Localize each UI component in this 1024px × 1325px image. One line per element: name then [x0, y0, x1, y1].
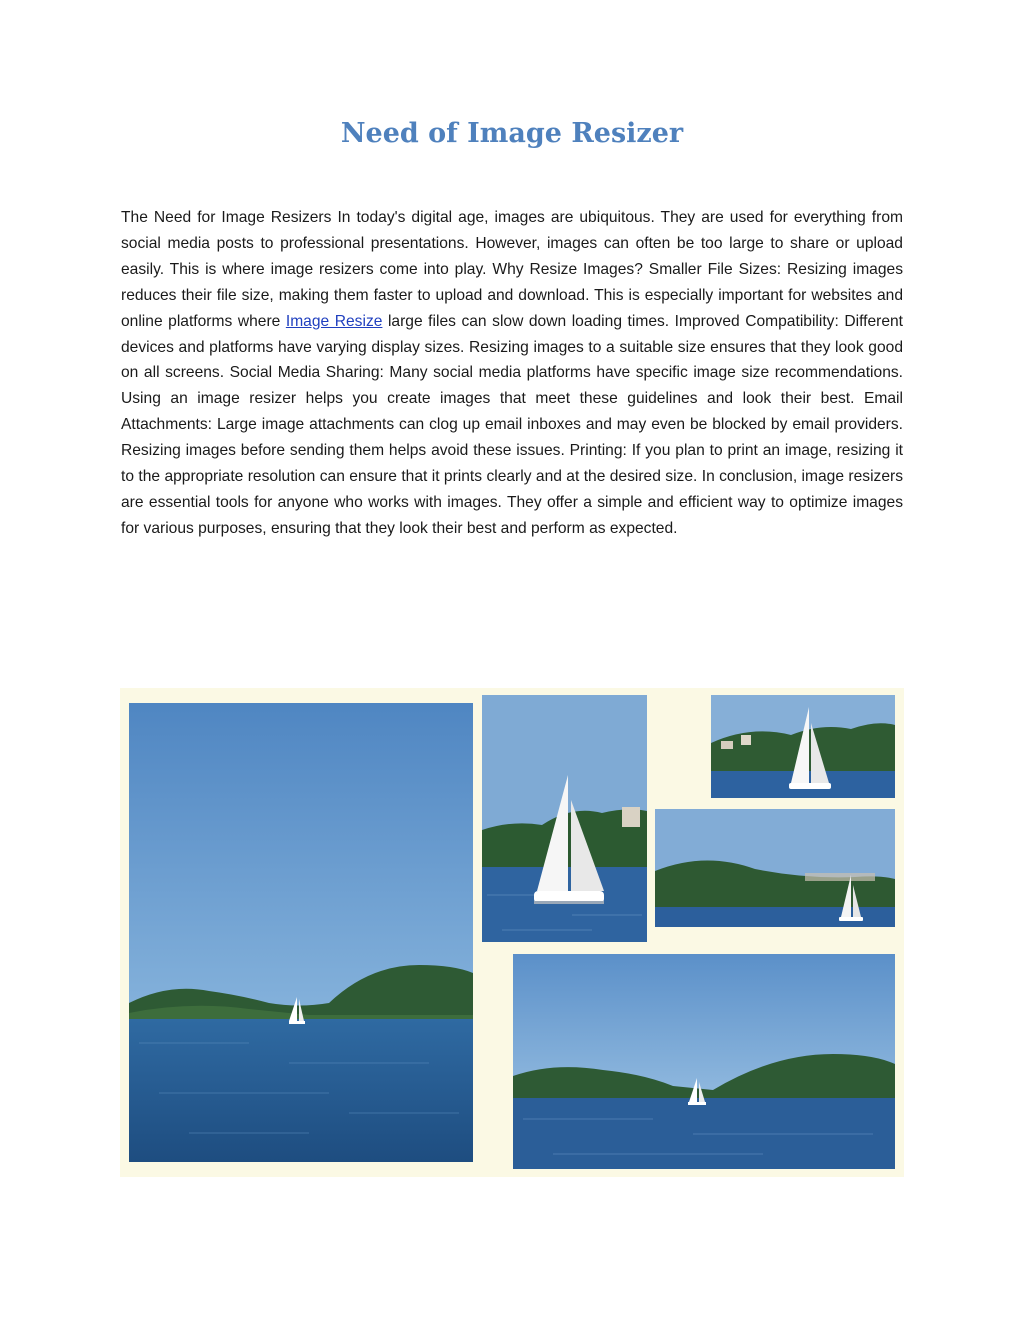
page-title: Need of Image Resizer: [340, 118, 684, 149]
article-text-before-link: The Need for Image Resizers In today's digital age, images are ubiquitous. They are used for everything from social media posts to professional presentations. However, images can often be too large to share or upload easily. This is where image resizers come into play. Why Resize Images? Smaller File Sizes: Resizing images reduces their file size, making them faster to upload and download. This is especially important for websites and online platforms where: [121, 209, 903, 330]
collage-photo-harbor-small: [711, 695, 895, 798]
article-text-after-link: large files can slow down loading times. Improved Compatibility: Different devices and platforms have varying display sizes. Resizing images to a suitable size ensures that they look good on all screens. Social Media Sharing: Many social media platforms have specific image size recommendations. Using an image resizer helps you create images that meet these guidelines and look their best. Email Attachments: Large image attachments can clog up email inboxes and may even be blocked by email providers. Resizing images before sending them helps avoid these issues. Printing: If you plan to print an image, resizing it to the appropriate resolution can ensure that it prints clearly and at the desired size. In conclusion, image resizers are essential tools for anyone who works with images. They offer a simple and efficient way to optimize images for various purposes, ensuring that they look their best and perform as expected.: [121, 312, 904, 537]
collage-photo-coast-wide: [655, 809, 895, 927]
article-body: [121, 205, 903, 542]
collage-photo-tall: [129, 703, 473, 1162]
sailboat-photo-collage: [120, 688, 904, 1177]
collage-photo-sailboat-closeup: [482, 695, 647, 942]
image-resize-link[interactable]: Image Resize: [285, 312, 383, 330]
collage-photo-sea-panorama: [513, 954, 895, 1169]
